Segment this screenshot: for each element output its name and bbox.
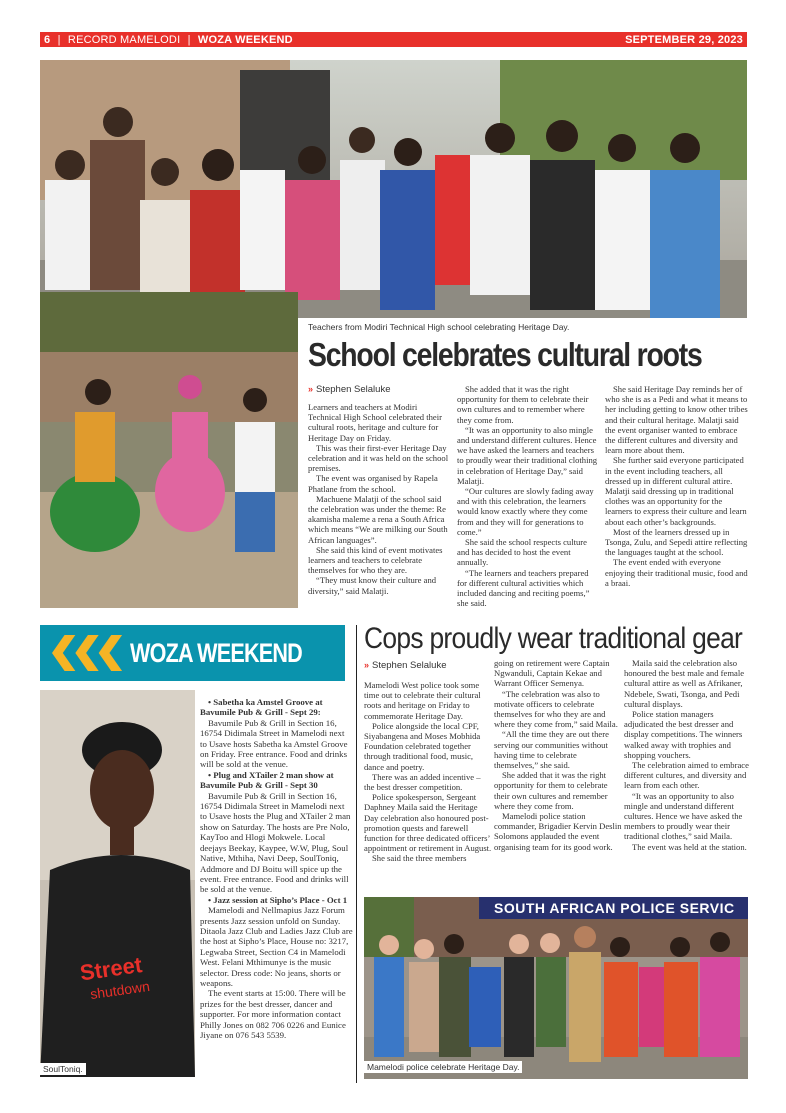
article1-byline	[308, 384, 391, 395]
paragraph: The event ended with everyone enjoying their traditional music, food and a braai.	[605, 557, 748, 588]
article2-byline	[364, 660, 447, 671]
paragraph: Mamelodi West police took some time out to celebrate their cultural roots and heritage on Friday to commemorate Heritage Day.	[364, 680, 481, 721]
paragraph: “They must know their culture and diversity,” said Malatji.	[308, 575, 437, 596]
paragraph: She said Heritage Day reminds her of who she is as a Pedi and what it means to her including getting to know other tribes and their cultural heritage. Malatji said the event organiser wanted to embrace the different cultures and diversity and learn more about them.	[605, 384, 748, 456]
police-group-photo	[364, 897, 748, 1079]
paragraph: She added that it was the right opportunity for them to celebrate their own cultures and to remember where they come from.	[457, 384, 589, 425]
paragraph: The event was held at the station.	[632, 841, 747, 852]
paragraph: “Our cultures are slowly fading away and with this celebration, the learners would know exactly where they come from and they will for generations to come.”	[457, 486, 594, 537]
paragraph: “The learners and teachers prepared for different cultural activities which included dancing and reciting poems,” she said.	[457, 567, 590, 609]
byline-arrows-icon: »	[308, 384, 314, 394]
paragraph: She further said everyone participated in the event including teachers, all dressed up in different cultural attire. Malatji said dressing up in traditional clothes was an opportunity for the learners to express their culture and learn about each other’s backgrounds.	[605, 455, 747, 527]
paragraph: “It was an opportunity to also mingle and understand different cultures. Hence we have asked the learners and teachers to proudly wear their traditional clothing in celebration of Heritage Day,” said Malatji.	[457, 424, 598, 486]
paragraph: The event was organised by Rapela Phatlane from the school.	[308, 473, 438, 494]
paragraph: Most of the learners dressed up in Tsonga, Zulu, and Sepedi attire reflecting the languages taught at the school.	[605, 526, 748, 558]
soultoniq-photo	[40, 690, 195, 1077]
paragraph: She said the school respects culture and has decided to host the event annually.	[457, 537, 587, 568]
soultoniq-photo-illustration	[40, 690, 195, 1077]
paragraph: Police station managers adjudicated the best dresser and display competitions. The winners walked away with trophies and shopping vouchers.	[624, 709, 743, 760]
article2-column-3	[624, 658, 752, 852]
byline-author: Stephen Selaluke	[372, 660, 447, 671]
paragraph: going on retirement were Captain Ngwanduli, Captain Kekae and Warrant Officer Semenya.	[494, 658, 610, 689]
paragraph: Police alongside the local CPF, Siyabangena and Moses Mobhida Foundation celebrated together through traditional food, music, dance and poetry.	[364, 720, 481, 772]
article2-headline: Cops proudly wear traditional gear	[364, 622, 743, 655]
event-description: Bavumile Pub & Grill in Section 16, 16754 Didimala Street in Mamelodi next to Usave hosts the Plug and XTailer 2 man show on Saturday. The hosts are Pre Nolo, KayToo and Hlogi Mokwele. Local deejays Beekay, Kaypee, W.W, Plug, Soul Native, Mthiha, Navi Deep, SoulToniq, Addmore and DJ Boitu will spice up the event. Free entrance. Food and drinks will be sold at the venue.	[200, 790, 351, 895]
article1-headline: School celebrates cultural roots	[308, 336, 702, 373]
paragraph: She said this kind of event motivates learners and teachers to celebrate themselves for who they are.	[308, 544, 443, 576]
paragraph: “All the time they are out there serving our communities without having time to celebrate themselves,” she said.	[494, 729, 609, 771]
article1-column-1	[308, 402, 451, 596]
woza-banner-title: WOZA WEEKEND	[130, 637, 303, 668]
event-description: The event starts at 15:00. There will be prizes for the best dresser, dancer and supporter. For more information contact Philly Jones on 082 706 0226 and Eunice Jiyane on 076 543 5539.	[200, 988, 346, 1040]
byline-arrows-icon: »	[364, 660, 370, 670]
paragraph: This was their first-ever Heritage Day celebration and it was held on the school premises.	[308, 442, 449, 474]
article2-column-1	[364, 680, 492, 864]
learners-dancing-photo	[40, 292, 298, 608]
event-title: • Jazz session at Sipho’s Place - Oct 1	[208, 894, 348, 905]
article2-column-2	[494, 658, 622, 852]
shirt-print: Street	[78, 952, 144, 986]
page-header-bar	[40, 32, 747, 47]
byline-author: Stephen Selaluke	[316, 384, 391, 395]
soultoniq-caption: SoulToniq.	[40, 1063, 86, 1075]
police-photo-illustration	[364, 897, 748, 1079]
article1-column-2	[457, 384, 600, 608]
event-description: Bavumile Pub & Grill in Section 16, 16754 Didimala Street in Mamelodi next to Usave hosts Sabetha ka Amstel Groove on Friday. Free entrance. Food and drinks will be sold at the venue.	[200, 717, 348, 770]
woza-events-list	[200, 697, 353, 1040]
teachers-group-photo	[40, 60, 747, 318]
paragraph: The celebration aimed to embrace different cultures, and diversity and learn from each other.	[624, 760, 749, 791]
header-divider: |	[187, 33, 191, 46]
svg-text:shutdown: shutdown	[89, 977, 151, 1003]
header-left	[44, 34, 297, 46]
paragraph: “It was an opportunity to also mingle and understand different cultures. Hence we have asked the members to proudly wear their traditional clothes,” said Maila.	[624, 790, 743, 842]
paragraph: Mamelodi police station commander, Brigadier Kervin Deslin Solomons applauded the event organising team for its good work.	[494, 811, 622, 852]
paragraph: Learners and teachers at Modiri Technical High School celebrated their cultural roots, heritage and culture for Heritage Day on Friday.	[308, 402, 442, 443]
page-number: 6	[44, 33, 51, 46]
paragraph: Maila said the celebration also honoured the best male and female cultural attire as well as Afrikaner, Ndebele, Swati, Tsonga, and Pedi cultural displays.	[624, 658, 745, 709]
publication-name: RECORD MAMELODI	[67, 33, 181, 46]
event-title: • Sabetha ka Amstel Groove at Bavumile Pub & Grill - Sept 29:	[200, 697, 323, 718]
dancers-photo-illustration	[40, 292, 298, 608]
teachers-photo-caption: Teachers from Modiri Technical High school celebrating Heritage Day.	[308, 322, 570, 332]
paragraph: There was an added incentive – the best dresser competition.	[364, 771, 481, 793]
chevrons-icon	[52, 633, 122, 673]
police-photo-caption: Mamelodi police celebrate Heritage Day.	[364, 1061, 522, 1073]
event-title: • Plug and XTailer 2 man show at Bavumile Pub & Grill - Sept 30	[200, 769, 334, 791]
woza-weekend-banner	[40, 625, 345, 681]
teachers-photo-illustration	[40, 60, 747, 318]
paragraph: “The celebration was also to motivate officers to celebrate themselves for who they are and where they come from,” said Maila.	[494, 688, 618, 730]
paragraph: She added that it was the right opportunity for them to celebrate their own cultures and remember where they come from.	[494, 770, 608, 811]
saps-banner-text: SOUTH AFRICAN POLICE SERVIC	[494, 900, 735, 916]
paragraph: She said the three members	[372, 853, 467, 864]
event-description: Mamelodi and Nellmapius Jazz Forum presents Jazz session unfold on Sunday. Ditaola Jazz Club and Ladies Jazz Club are the host at Sipho’s Place, House no: 3217, Legwaba Street, Section C4 in Mamelodi West. Felani Mthimunye is the music selector. Dress code: No jeans, shorts or weapons.	[200, 905, 353, 988]
issue-date: SEPTEMBER 29, 2023	[625, 33, 743, 46]
section-name: WOZA WEEKEND	[197, 33, 293, 46]
header-divider: |	[57, 33, 61, 46]
article1-column-3	[605, 384, 748, 588]
column-divider	[356, 625, 357, 1083]
paragraph: Police spokesperson, Sergeant Daphney Maila said the Heritage Day celebration also honoured post-promotion quests and farewell function for three dedicated officers’ appointment or retirement in August.	[364, 792, 492, 854]
paragraph: Machuene Malatji of the school said the celebration was under the theme: Re akamisha maleme a rena a South Africa which means “We are milking our South African languages”.	[308, 493, 448, 545]
